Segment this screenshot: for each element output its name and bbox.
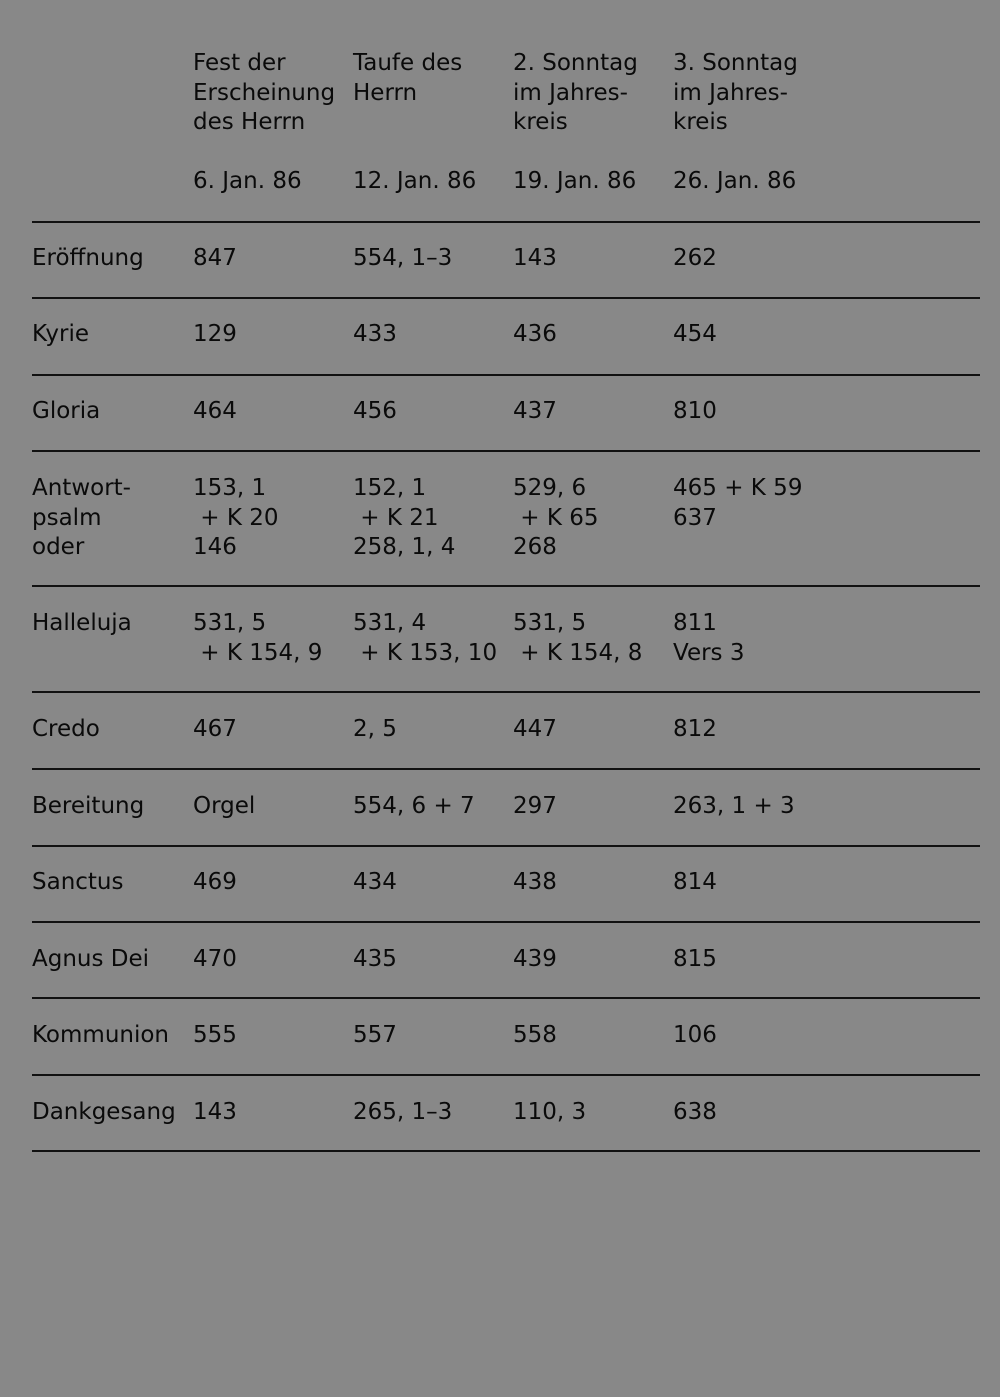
cell-line: 2, 5 [353,716,397,742]
cell-line: 454 [673,321,717,347]
cell-line: 433 [353,321,397,347]
cell-line: 812 [673,716,717,742]
cell-line: 152, 1 [353,475,427,501]
table-cell [673,715,717,745]
cell-line: 106 [673,1022,717,1048]
table-cell [673,945,717,975]
row-divider [32,691,980,693]
cell-line: + K 20 [193,504,279,531]
cell-line: 146 [193,534,237,560]
row-label [32,320,89,350]
row-divider [32,845,980,847]
column-title-line: Fest der [193,50,286,76]
table-cell [193,945,237,975]
column-header-1 [193,49,353,194]
row-label [32,1021,169,1051]
table-cell [353,474,455,563]
cell-line: + K 21 [353,504,439,531]
cell-line: 129 [193,321,237,347]
cell-line: 439 [513,946,557,972]
column-title-line: kreis [513,109,568,135]
table-cell [193,609,322,668]
cell-line: 810 [673,398,717,424]
table-cell [353,945,397,975]
cell-line: 265, 1–3 [353,1099,453,1125]
column-title-line: Taufe des [353,50,463,76]
column-title-line: 3. Sonntag [673,50,798,76]
column-header-3 [513,49,673,194]
cell-line: 143 [193,1099,237,1125]
row-divider [32,921,980,923]
table-cell [193,1021,237,1051]
column-title-line: des Herrn [193,109,306,135]
table-cell [513,474,599,563]
table-cell [193,397,237,427]
row-label-line: Eröffnung [32,245,144,271]
row-label [32,609,132,639]
table-cell [353,244,452,274]
column-title-line: Erscheinung [193,79,336,106]
row-label-line: Gloria [32,398,101,424]
row-label-line: Bereitung [32,793,145,819]
table-cell [353,715,397,745]
row-label [32,715,100,745]
table-cell [193,792,255,822]
table-cell [513,1021,557,1051]
row-label-line: Halleluja [32,610,132,636]
cell-line: 531, 5 [513,610,587,636]
row-label-line: Dankgesang [32,1099,176,1125]
row-label-line: oder [32,534,85,560]
column-title-line: im Jahres- [513,79,628,106]
cell-line: 469 [193,869,237,895]
cell-line: 153, 1 [193,475,267,501]
row-divider [32,1150,980,1152]
cell-line: 465 + K 59 [673,475,803,501]
row-label [32,244,144,274]
cell-line: 814 [673,869,717,895]
row-divider [32,374,980,376]
cell-line: 554, 1–3 [353,245,453,271]
row-divider [32,297,980,299]
table-cell [673,868,717,898]
cell-line: 434 [353,869,397,895]
row-label-line: psalm [32,504,102,531]
row-label [32,792,144,822]
table-cell [193,320,237,350]
table-cell [193,1098,237,1128]
cell-line: 815 [673,946,717,972]
table-cell [353,792,475,822]
cell-line: 529, 6 [513,475,587,501]
cell-line: + K 154, 9 [193,639,323,666]
table-cell [673,244,717,274]
cell-line: 637 [673,504,717,531]
row-divider [32,1074,980,1076]
table-cell [673,474,802,533]
column-title-line: Herrn [353,79,418,106]
table-cell [193,715,237,745]
table-cell [513,244,557,274]
column-date: 26. Jan. 86 [673,168,797,194]
column-date: 12. Jan. 86 [353,168,477,194]
column-date: 19. Jan. 86 [513,168,637,194]
table-cell [513,1098,586,1128]
row-divider [32,450,980,452]
cell-line: + K 65 [513,504,599,531]
cell-line: 464 [193,398,237,424]
cell-line: 438 [513,869,557,895]
row-label-line: Kommunion [32,1022,170,1048]
row-label [32,945,149,975]
row-label-line: Agnus Dei [32,946,150,972]
row-label-line: Sanctus [32,869,124,895]
cell-line: 531, 5 [193,610,267,636]
row-label-line: Antwort- [32,475,131,501]
row-label [32,397,100,427]
cell-line: 554, 6 + 7 [353,793,475,819]
cell-line: + K 153, 10 [353,639,498,666]
table-cell [513,609,642,668]
table-cell [193,474,279,563]
cell-line: 258, 1, 4 [353,534,456,560]
table-cell [673,320,717,350]
row-divider [32,221,980,223]
column-header-2 [353,49,513,194]
row-divider [32,768,980,770]
table-cell [193,868,237,898]
cell-line: 143 [513,245,557,271]
table-cell [513,397,557,427]
cell-line: 435 [353,946,397,972]
table-cell [353,397,397,427]
cell-line: 557 [353,1022,397,1048]
row-label-line: Credo [32,716,100,742]
table-cell [513,868,557,898]
row-label [32,868,124,898]
table-cell [513,945,557,975]
table-cell [353,609,497,668]
table-cell [673,397,717,427]
row-divider [32,997,980,999]
row-divider [32,585,980,587]
column-title-line: kreis [673,109,728,135]
column-header-4 [673,49,833,194]
column-date: 6. Jan. 86 [193,168,302,194]
row-label [32,1098,176,1128]
table-cell [353,1098,452,1128]
cell-line: 555 [193,1022,237,1048]
cell-line: 847 [193,245,237,271]
cell-line: 268 [513,534,557,560]
table-cell [513,715,557,745]
cell-line: 811 [673,610,717,636]
cell-line: 456 [353,398,397,424]
table-cell [353,868,397,898]
table-cell [513,792,557,822]
table-cell [353,1021,397,1051]
cell-line: 447 [513,716,557,742]
table-cell [673,1021,717,1051]
row-label [32,474,131,563]
cell-line: 263, 1 + 3 [673,793,795,819]
cell-line: 531, 4 [353,610,427,636]
cell-line: 558 [513,1022,557,1048]
cell-line: 467 [193,716,237,742]
cell-line: Vers 3 [673,639,745,666]
cell-line: 437 [513,398,557,424]
cell-line: 470 [193,946,237,972]
cell-line: 436 [513,321,557,347]
cell-line: Orgel [193,793,256,819]
table-cell [353,320,397,350]
cell-line: + K 154, 8 [513,639,643,666]
cell-line: 638 [673,1099,717,1125]
table-header [0,49,1000,199]
cell-line: 297 [513,793,557,819]
column-title-line: im Jahres- [673,79,788,106]
cell-line: 262 [673,245,717,271]
table-cell [673,792,795,822]
column-title-line: 2. Sonntag [513,50,638,76]
row-label-line: Kyrie [32,321,90,347]
table-cell [673,609,744,668]
table-cell [513,320,557,350]
cell-line: 110, 3 [513,1099,587,1125]
table-cell [193,244,237,274]
table-cell [673,1098,717,1128]
